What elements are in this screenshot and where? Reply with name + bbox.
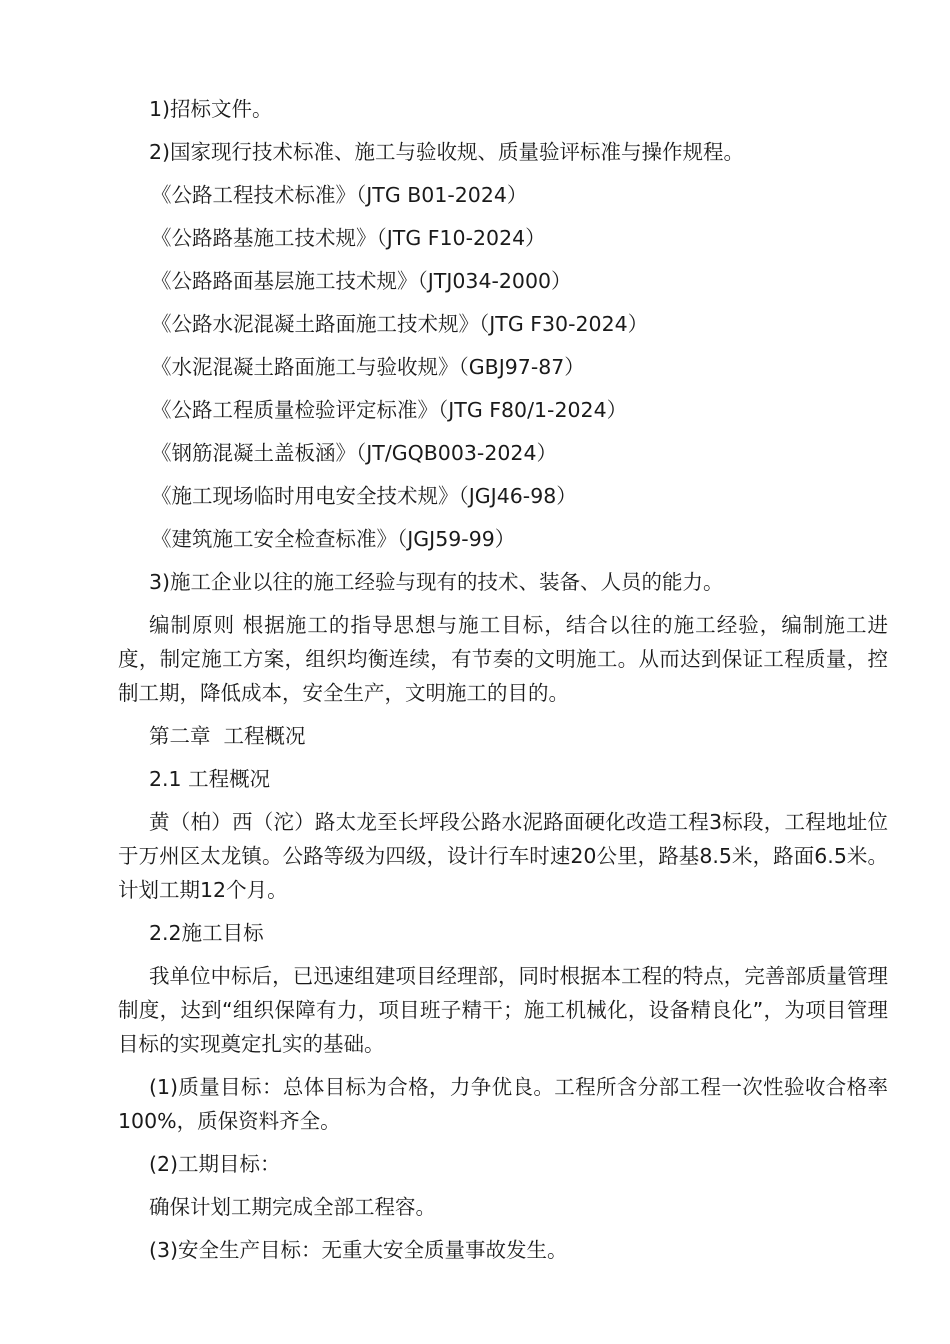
- compilation-principle: 编制原则 根据施工的指导思想与施工目标，结合以往的施工经验，编制施工进度，制定施工方案，组织均衡连续，有节奏的文明施工。从而达到保证工程质量，控制工期，降低成本，安全生产，文明施工的目的。: [118, 613, 888, 705]
- section-heading: 2.2施工目标: [149, 921, 264, 945]
- quality-goal: (1)质量目标：总体目标为合格，力争优良。工程所含分部工程一次性验收合格率100%，质保资料齐全。: [118, 1075, 888, 1133]
- schedule-goal-title: (2)工期目标：: [149, 1152, 281, 1176]
- section-heading: 2.1 工程概况: [149, 767, 271, 791]
- goal-introduction: 我单位中标后，已迅速组建项目经理部，同时根据本工程的特点，完善部质量管理制度，达到“组织保障有力，项目班子精干；施工机械化，设备精良化”，为项目管理目标的实现奠定扎实的基础。: [118, 964, 888, 1056]
- basis-item-experience: 3)施工企业以往的施工经验与现有的技术、装备、人员的能力。: [149, 570, 724, 594]
- standard-reference: 《公路工程质量检验评定标准》（JTG F80/1-2024）: [151, 398, 628, 422]
- document-body: [118, 92, 888, 1276]
- standard-reference: 《公路水泥混凝土路面施工技术规》（JTG F30-2024）: [151, 312, 649, 336]
- standard-reference: 《水泥混凝土路面施工与验收规》（GBJ97-87）: [151, 355, 585, 379]
- schedule-goal: 确保计划工期完成全部工程容。: [149, 1195, 436, 1219]
- standard-reference: 《施工现场临时用电安全技术规》（JGJ46-98）: [151, 484, 577, 508]
- standard-reference: 《钢筋混凝土盖板涵》（JT/GQB003-2024）: [151, 441, 558, 465]
- standard-reference: 《公路路基施工技术规》（JTG F10-2024）: [151, 226, 546, 250]
- standard-reference: 《建筑施工安全检查标准》（JGJ59-99）: [151, 527, 516, 551]
- basis-item-tender: 1)招标文件。: [149, 97, 273, 121]
- chapter-heading: 第二章 工程概况: [149, 724, 306, 748]
- standard-reference: 《公路路面基层施工技术规》（JTJ034-2000）: [151, 269, 572, 293]
- safety-goal: (3)安全生产目标：无重大安全质量事故发生。: [149, 1238, 568, 1262]
- standard-reference: 《公路工程技术标准》（JTG B01-2024）: [151, 183, 528, 207]
- basis-item-standards: 2)国家现行技术标准、施工与验收规、质量验评标准与操作规程。: [149, 140, 745, 164]
- project-overview: 黄（柏）西（沱）路太龙至长坪段公路水泥路面硬化改造工程3标段，工程地址位于万州区太龙镇。公路等级为四级，设计行车时速20公里，路基8.5米，路面6.5米。计划工期12个月。: [118, 810, 888, 902]
